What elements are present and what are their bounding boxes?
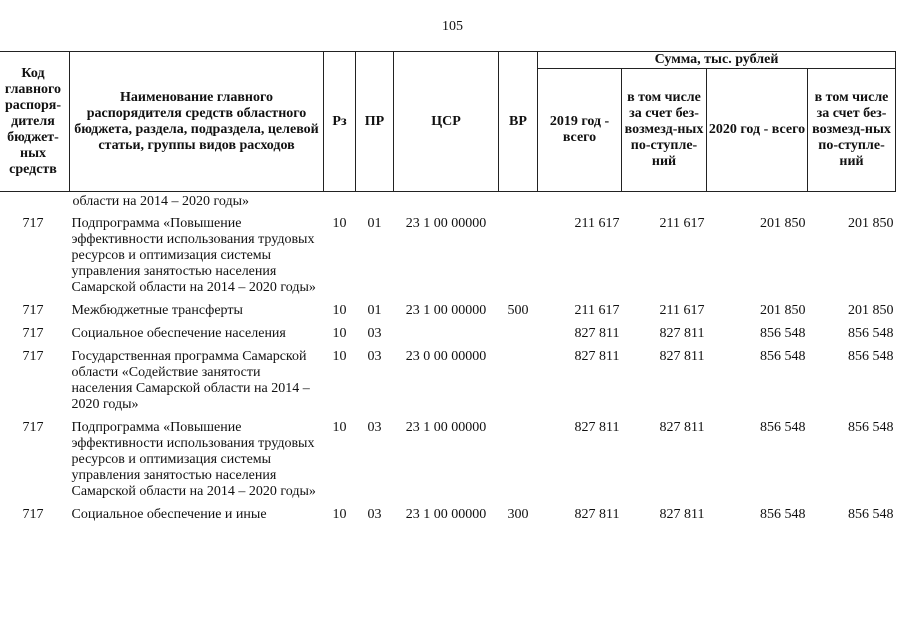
cell-rz: 10 [332,216,347,231]
cell-vr: 500 [507,303,529,318]
budget-table [0,51,896,527]
cell-2020-free: 856 548 [848,326,894,341]
page-number: 105 [442,19,463,34]
table-row [0,300,896,323]
cell-rz: 10 [332,420,347,435]
cell-2020-free: 856 548 [848,420,894,435]
cell-rz: 10 [332,303,347,318]
table-row [0,346,896,417]
cell-csr: 23 1 00 00000 [405,303,487,318]
cell-pr: 03 [367,326,382,341]
cell-name: Государственная программа Самарской области «Содействие занятости населения Самарской области на 2014 – 2020 годы» [71,349,310,412]
cell-name: Социальное обеспечение населения [71,326,286,341]
cell-code: 717 [22,420,44,435]
cell-2019-free: 211 617 [659,216,705,231]
cell-2019-free: 211 617 [659,303,705,318]
cell-pr: 01 [367,303,382,318]
cell-vr [499,213,538,300]
cell-csr [394,323,499,346]
cell-2020-total: 856 548 [760,420,806,435]
header-vr: ВР [499,52,538,192]
cell-pr: 03 [367,420,382,435]
header-2019-total: 2019 год - всего [538,69,622,192]
cell-2019-total: 827 811 [574,326,620,341]
cell-2020-free: 856 548 [848,349,894,364]
cell-2019-total: 211 617 [574,216,620,231]
cell-2020-total: 856 548 [760,349,806,364]
header-pr: ПР [356,52,394,192]
cell-2020-free: 201 850 [848,216,894,231]
table-row [0,504,896,527]
header-csr: ЦСР [394,52,499,192]
cell-vr [499,323,538,346]
cell-code: 717 [22,326,44,341]
cell-csr: 23 1 00 00000 [405,420,487,435]
cell-2019-total: 827 811 [574,420,620,435]
cell-2020-free: 856 548 [848,507,894,522]
cell-pr: 03 [367,349,382,364]
cell-csr: 23 0 00 00000 [405,349,487,364]
cell-csr: 23 1 00 00000 [405,507,487,522]
table-row [0,417,896,504]
header-2020-free: в том числе за счет без-возмезд-ных по-ступле-ний [808,69,896,192]
cell-2019-total: 827 811 [574,349,620,364]
cell-rz: 10 [332,349,347,364]
cell-vr [499,346,538,417]
cell-rz: 10 [332,507,347,522]
header-name: Наименование главного распорядителя средств областного бюджета, раздела, подраздела, целевой статьи, группы видов расходов [70,52,324,192]
cell-code: 717 [22,216,44,231]
cell-code: 717 [22,303,44,318]
cell-vr [499,417,538,504]
cell-2020-total: 201 850 [760,303,806,318]
cell-2019-total: 211 617 [574,303,620,318]
cell-csr: 23 1 00 00000 [405,216,487,231]
header-sum: Сумма, тыс. рублей [538,52,896,69]
cell-name: Межбюджетные трансферты [71,303,243,318]
cell-name: Подпрограмма «Повышение эффективности использования трудовых ресурсов и оптимизация системы управления занятостью населения Самарской области на 2014 – 2020 годы» [71,216,316,295]
cell-pr: 03 [367,507,382,522]
cell-name: Социальное обеспечение и иные [71,507,267,522]
header-2020-total: 2020 год - всего [707,69,808,192]
cell-2019-total: 827 811 [574,507,620,522]
header-code: Код главного распоря-дителя бюджет-ных средств [0,52,70,192]
continuation-text: области на 2014 – 2020 годы» [72,194,250,209]
cell-2019-free: 827 811 [659,420,705,435]
cell-code: 717 [22,349,44,364]
cell-name: Подпрограмма «Повышение эффективности использования трудовых ресурсов и оптимизация системы управления занятостью населения Самарской области на 2014 – 2020 годы» [71,420,316,499]
header-2019-free: в том числе за счет без-возмезд-ных по-ступле-ний [622,69,707,192]
continuation-row [0,192,896,214]
cell-2020-total: 856 548 [760,507,806,522]
cell-2019-free: 827 811 [659,326,705,341]
cell-2019-free: 827 811 [659,349,705,364]
cell-2020-total: 201 850 [760,216,806,231]
cell-code: 717 [22,507,44,522]
cell-pr: 01 [367,216,382,231]
cell-2020-total: 856 548 [760,326,806,341]
header-rz: Рз [324,52,356,192]
table-row [0,213,896,300]
cell-2019-free: 827 811 [659,507,705,522]
table-row [0,323,896,346]
cell-2020-free: 201 850 [848,303,894,318]
cell-vr: 300 [507,507,529,522]
cell-rz: 10 [332,326,347,341]
